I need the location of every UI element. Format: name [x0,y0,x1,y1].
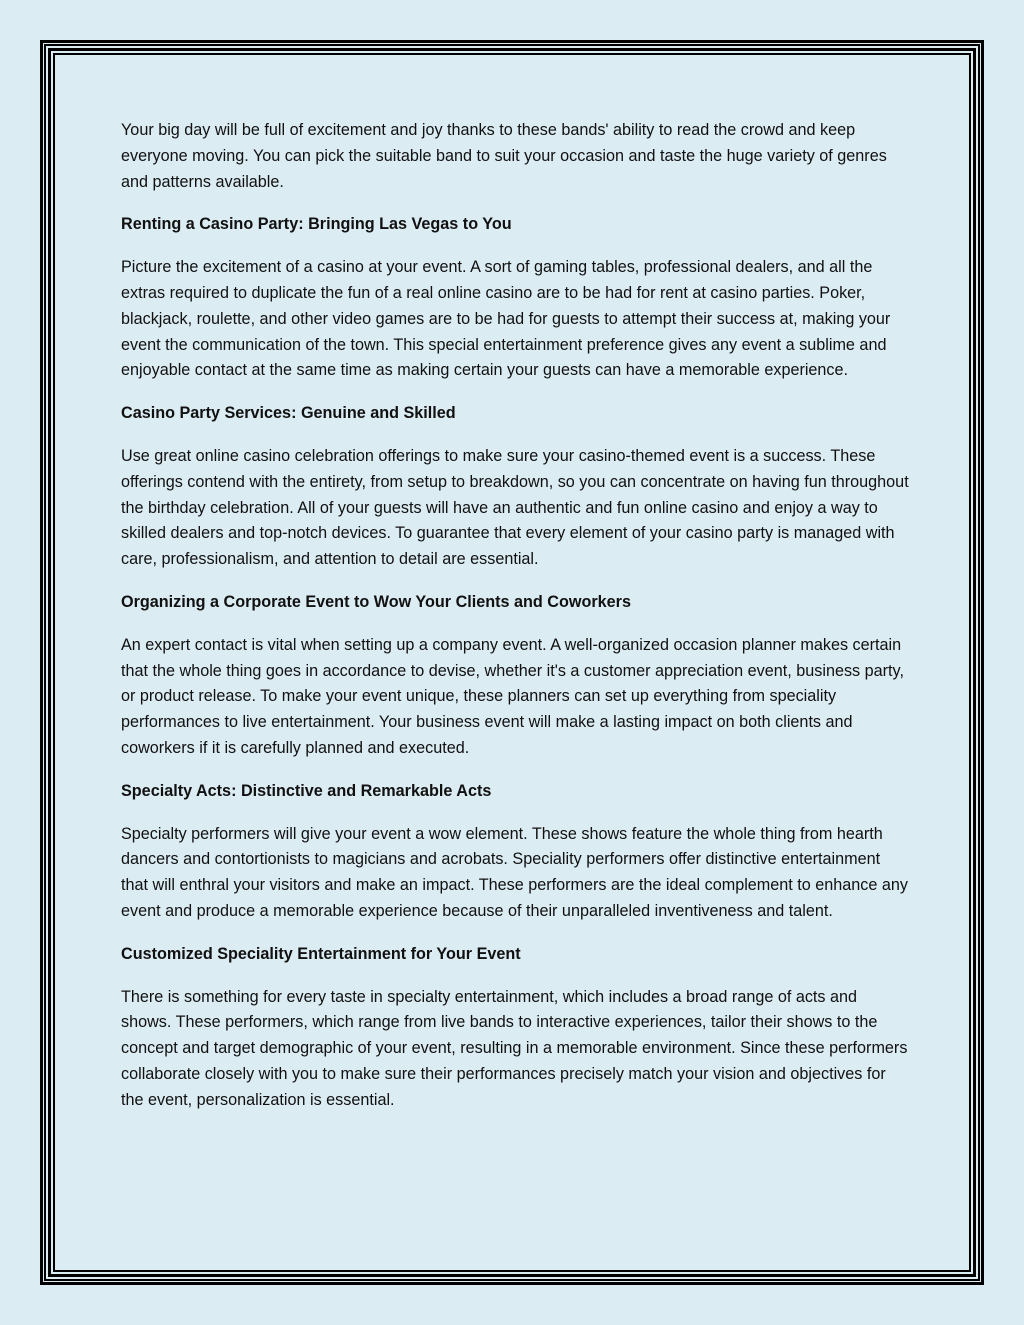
section-body-customized-entertainment: There is something for every taste in specialty entertainment, which includes a broad range of acts and shows. These performers, which range from live bands to interactive experiences, tailor their shows to the concept and target demographic of your event, resulting in a memorable environment. Since these performers collaborate closely with you to make sure their performances precisely match your vision and objectives for the event, personalization is essential. [121,987,908,1109]
section-body-specialty-acts: Specialty performers will give your event a wow element. These shows feature the whole thing from hearth dancers and contortionists to magicians and acrobats. Speciality performers offer distinctive entertainment that will enthral your visitors and make an impact. These performers are the ideal complement to enhance any event and produce a memorable experience because of their unparalleled inventiveness and talent. [121,824,908,920]
section-body-casino-services: Use great online casino celebration offerings to make sure your casino-themed event is a success. These offerings contend with the entirety, from setup to breakdown, so you can concentrate on having fun throughout the birthday celebration. All of your guests will have an authentic and fun online casino and enjoy a way to skilled dealers and top-notch devices. To guarantee that every element of your casino party is managed with care, professionalism, and attention to detail are essential. [121,446,909,569]
document-body [121,118,911,1131]
section-heading-customized-entertainment: Customized Speciality Entertainment for Your Event [121,944,521,963]
section-heading-specialty-acts: Specialty Acts: Distinctive and Remarkable Acts [121,781,492,800]
section-heading-casino-rental: Renting a Casino Party: Bringing Las Vegas to You [121,215,512,234]
section-heading-casino-services: Casino Party Services: Genuine and Skilled [121,404,456,423]
section-body-casino-rental: Picture the excitement of a casino at your event. A sort of gaming tables, professional dealers, and all the extras required to duplicate the fun of a real online casino are to be had for rent at casino parties. Poker, blackjack, roulette, and other video games are to be had for guests to attempt their success at, making your event the communication of the town. This special entertainment preference gives any event a sublime and enjoyable contact at the same time as making certain your guests can have a memorable experience. [121,258,891,380]
intro-paragraph: Your big day will be full of excitement and joy thanks to these bands' ability to read the crowd and keep everyone moving. You can pick the suitable band to suit your occasion and taste the huge variety of genres and patterns available. [121,121,887,191]
section-heading-corporate-event: Organizing a Corporate Event to Wow Your Clients and Coworkers [121,592,631,611]
section-body-corporate-event: An expert contact is vital when setting up a company event. A well-organized occasion planner makes certain that the whole thing goes in accordance to devise, whether it's a customer appreciation event, business party, or product release. To make your event unique, these planners can set up everything from speciality performances to live entertainment. Your business event will make a lasting impact on both clients and coworkers if it is carefully planned and executed. [121,635,904,757]
